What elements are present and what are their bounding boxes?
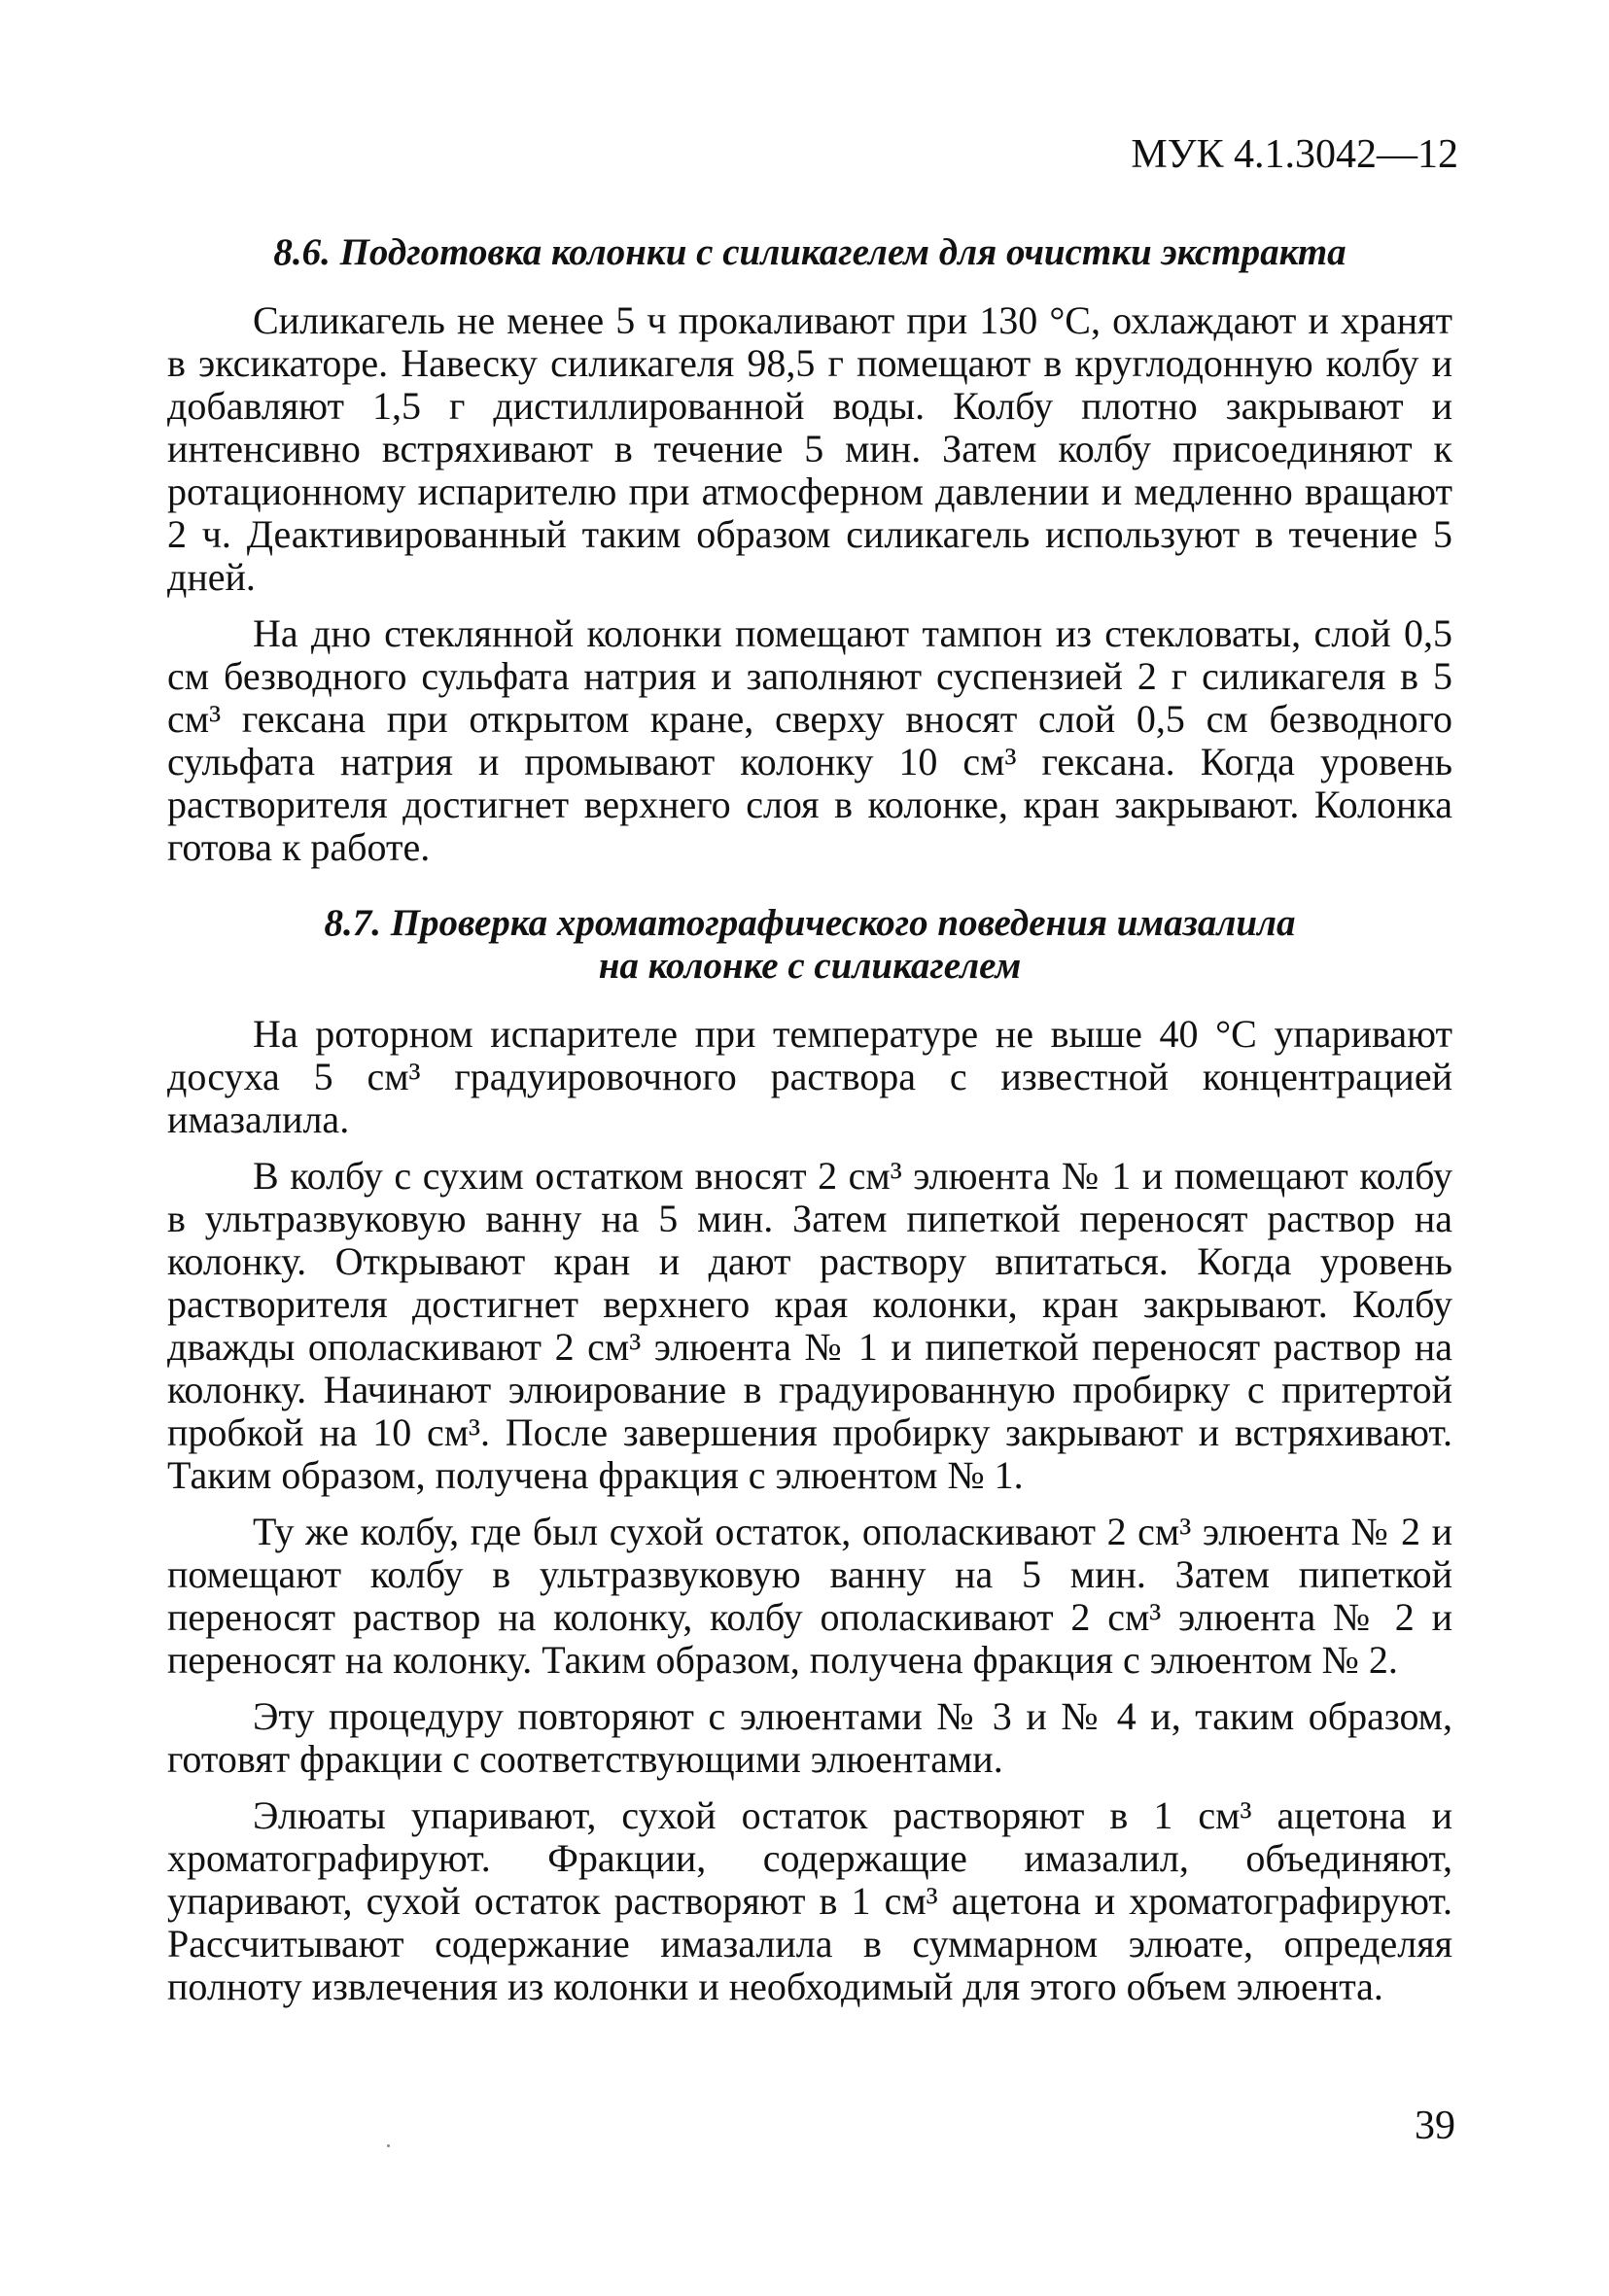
section-8-7-title-line-1: 8.7. Проверка хроматографического поведения имазалила (324, 902, 1296, 944)
page-number: 39 (1415, 2104, 1455, 2148)
section-8-7-title-line-2: на колонке с силикагелем (598, 945, 1022, 987)
scan-speck (387, 2144, 390, 2147)
document-code-header: МУК 4.1.3042—12 (1131, 132, 1458, 177)
section-8-7-paragraph-4: Эту процедуру повторяют с элюентами № 3 и № 4 и, таким образом, готовят фракции с соответствующими элюентами. (167, 1694, 1452, 1781)
section-8-7-paragraph-5: Элюаты упаривают, сухой остаток растворяют в 1 см³ ацетона и хроматографируют. Фракции, содержащие имазалил, объединяют, упаривают, сухой остаток растворяют в 1 см³ ацетона и хроматографируют. Рассчитывают содержание имазалила в суммарном элюате, определяя полноту извлечения из колонки и необходимый для этого объем элюента. (167, 1793, 1452, 2008)
section-8-7-paragraph-2: В колбу с сухим остатком вносят 2 см³ элюента № 1 и помещают колбу в ультразвуковую ванну на 5 мин. Затем пипеткой переносят раствор на колонку. Открывают кран и дают раствору впитаться. Когда уровень растворителя достигнет верхнего края колонки, кран закрывают. Колбу дважды ополаскивают 2 см³ элюента № 1 и пипеткой переносят раствор на колонку. Начинают элюирование в градуированную пробирку с притертой пробкой на 10 см³. После завершения пробирку закрывают и встряхивают. Таким образом, получена фракция с элюентом № 1. (167, 1154, 1452, 1497)
section-8-7-paragraph-3: Ту же колбу, где был сухой остаток, ополаскивают 2 см³ элюента № 2 и помещают колбу в ультразвуковую ванну на 5 мин. Затем пипеткой переносят раствор на колонку, колбу ополаскивают 2 см³ элюента № 2 и переносят на колонку. Таким образом, получена фракция с элюентом № 2. (167, 1510, 1452, 1682)
section-8-7-paragraph-1: На роторном испарителе при температуре не выше 40 °С упаривают досуха 5 см³ градуировочного раствора с известной концентрацией имазалила. (167, 1012, 1452, 1141)
section-8-6-paragraph-2: На дно стеклянной колонки помещают тампон из стекловаты, слой 0,5 см безводного сульфата натрия и заполняют суспензией 2 г силикагеля в 5 см³ гексана при открытом кране, сверху вносят слой 0,5 см безводного сульфата натрия и промывают колонку 10 см³ гексана. Когда уровень растворителя достигнет верхнего слоя в колонке, кран закрывают. Колонка готова к работе. (167, 611, 1452, 869)
section-8-6-title (167, 231, 1452, 274)
section-8-6-title-text: 8.6. Подготовка колонки с силикагелем для очистки экстракта (273, 231, 1347, 273)
page-content (167, 231, 1452, 2008)
section-8-7-title (167, 902, 1452, 988)
section-8-6-paragraph-1: Силикагель не менее 5 ч прокаливают при 130 °С, охлаждают и хранят в эксикаторе. Навеску силикагеля 98,5 г помещают в круглодонную колбу и добавляют 1,5 г дистиллированной воды. Колбу плотно закрывают и интенсивно встряхивают в течение 5 мин. Затем колбу присоединяют к ротационному испарителю при атмосферном давлении и медленно вращают 2 ч. Деактивированный таким образом силикагель используют в течение 5 дней. (167, 298, 1452, 599)
